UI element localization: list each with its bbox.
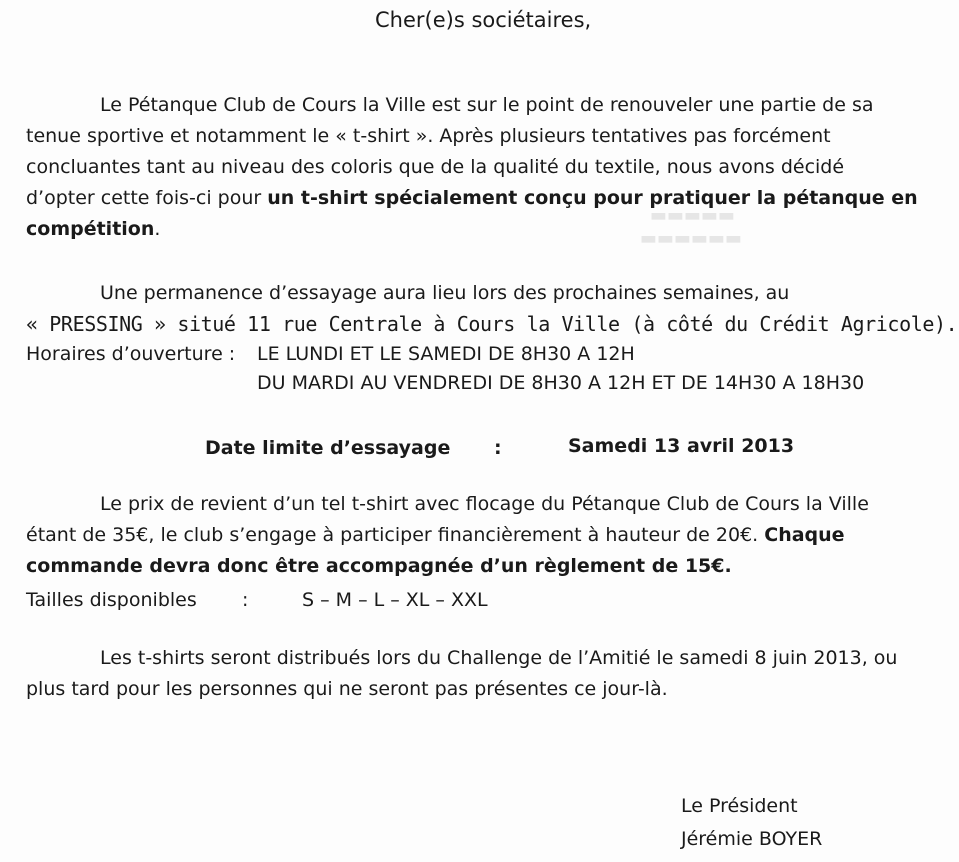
- signature-name: Jérémie BOYER: [681, 828, 823, 850]
- paragraph-text: .: [154, 218, 161, 240]
- paragraph-emphasis: compétition: [26, 218, 155, 240]
- signature-title: Le Président: [681, 795, 798, 817]
- deadline-value: Samedi 13 avril 2013: [568, 435, 795, 457]
- sizes-label: Tailles disponibles: [26, 589, 197, 611]
- paragraph-emphasis: Chaque: [764, 524, 845, 546]
- hours-tuesday-friday: DU MARDI AU VENDREDI DE 8H30 A 12H ET DE 14H30 A 18H30: [257, 372, 865, 394]
- deadline-separator: :: [494, 437, 502, 459]
- show-through-mark: ▬▬▬▬▬: [650, 205, 736, 226]
- sizes-value: S – M – L – XL – XXL: [302, 589, 488, 611]
- paragraph-line: [26, 217, 160, 241]
- paragraph-line: Le Pétanque Club de Cours la Ville est sur le point de renouveler une partie de sa: [100, 94, 874, 116]
- paragraph-line: Les t-shirts seront distribués lors du Challenge de l’Amitié le samedi 8 juin 2013, ou: [100, 647, 898, 669]
- show-through-mark: ▬▬▬▬▬▬: [640, 228, 743, 249]
- paragraph-line: [26, 523, 845, 547]
- hours-label: Horaires d’ouverture :: [26, 343, 236, 365]
- paragraph-line: Le prix de revient d’un tel t-shirt avec flocage du Pétanque Club de Cours la Ville: [100, 493, 869, 515]
- sizes-separator: :: [242, 589, 249, 611]
- deadline-label: Date limite d’essayage: [205, 437, 451, 459]
- paragraph-line: tenue sportive et notamment le « t-shirt ». Après plusieurs tentatives pas forcément: [26, 125, 831, 147]
- paragraph-text: étant de 35€, le club s’engage à participer financièrement à hauteur de 20€.: [26, 524, 765, 546]
- paragraph-emphasis: commande devra donc être accompagnée d’un règlement de 15€.: [26, 555, 732, 577]
- paragraph-emphasis: un t-shirt spécialement conçu pour pratiquer la pétanque en: [267, 187, 918, 209]
- paragraph-text: d’opter cette fois-ci pour: [26, 187, 268, 209]
- salutation: Cher(e)s sociétaires,: [375, 8, 592, 32]
- paragraph-line: Une permanence d’essayage aura lieu lors des prochaines semaines, au: [100, 282, 790, 304]
- paragraph-line: [26, 186, 918, 210]
- hours-monday-saturday: LE LUNDI ET LE SAMEDI DE 8H30 A 12H: [257, 343, 635, 365]
- pressing-address: « PRESSING » situé 11 rue Centrale à Cours la Ville (à côté du Crédit Agricole).: [26, 312, 958, 336]
- paragraph-line: concluantes tant au niveau des coloris que de la qualité du textile, nous avons décidé: [26, 156, 845, 178]
- paragraph-line: plus tard pour les personnes qui ne seront pas présentes ce jour-là.: [26, 678, 668, 700]
